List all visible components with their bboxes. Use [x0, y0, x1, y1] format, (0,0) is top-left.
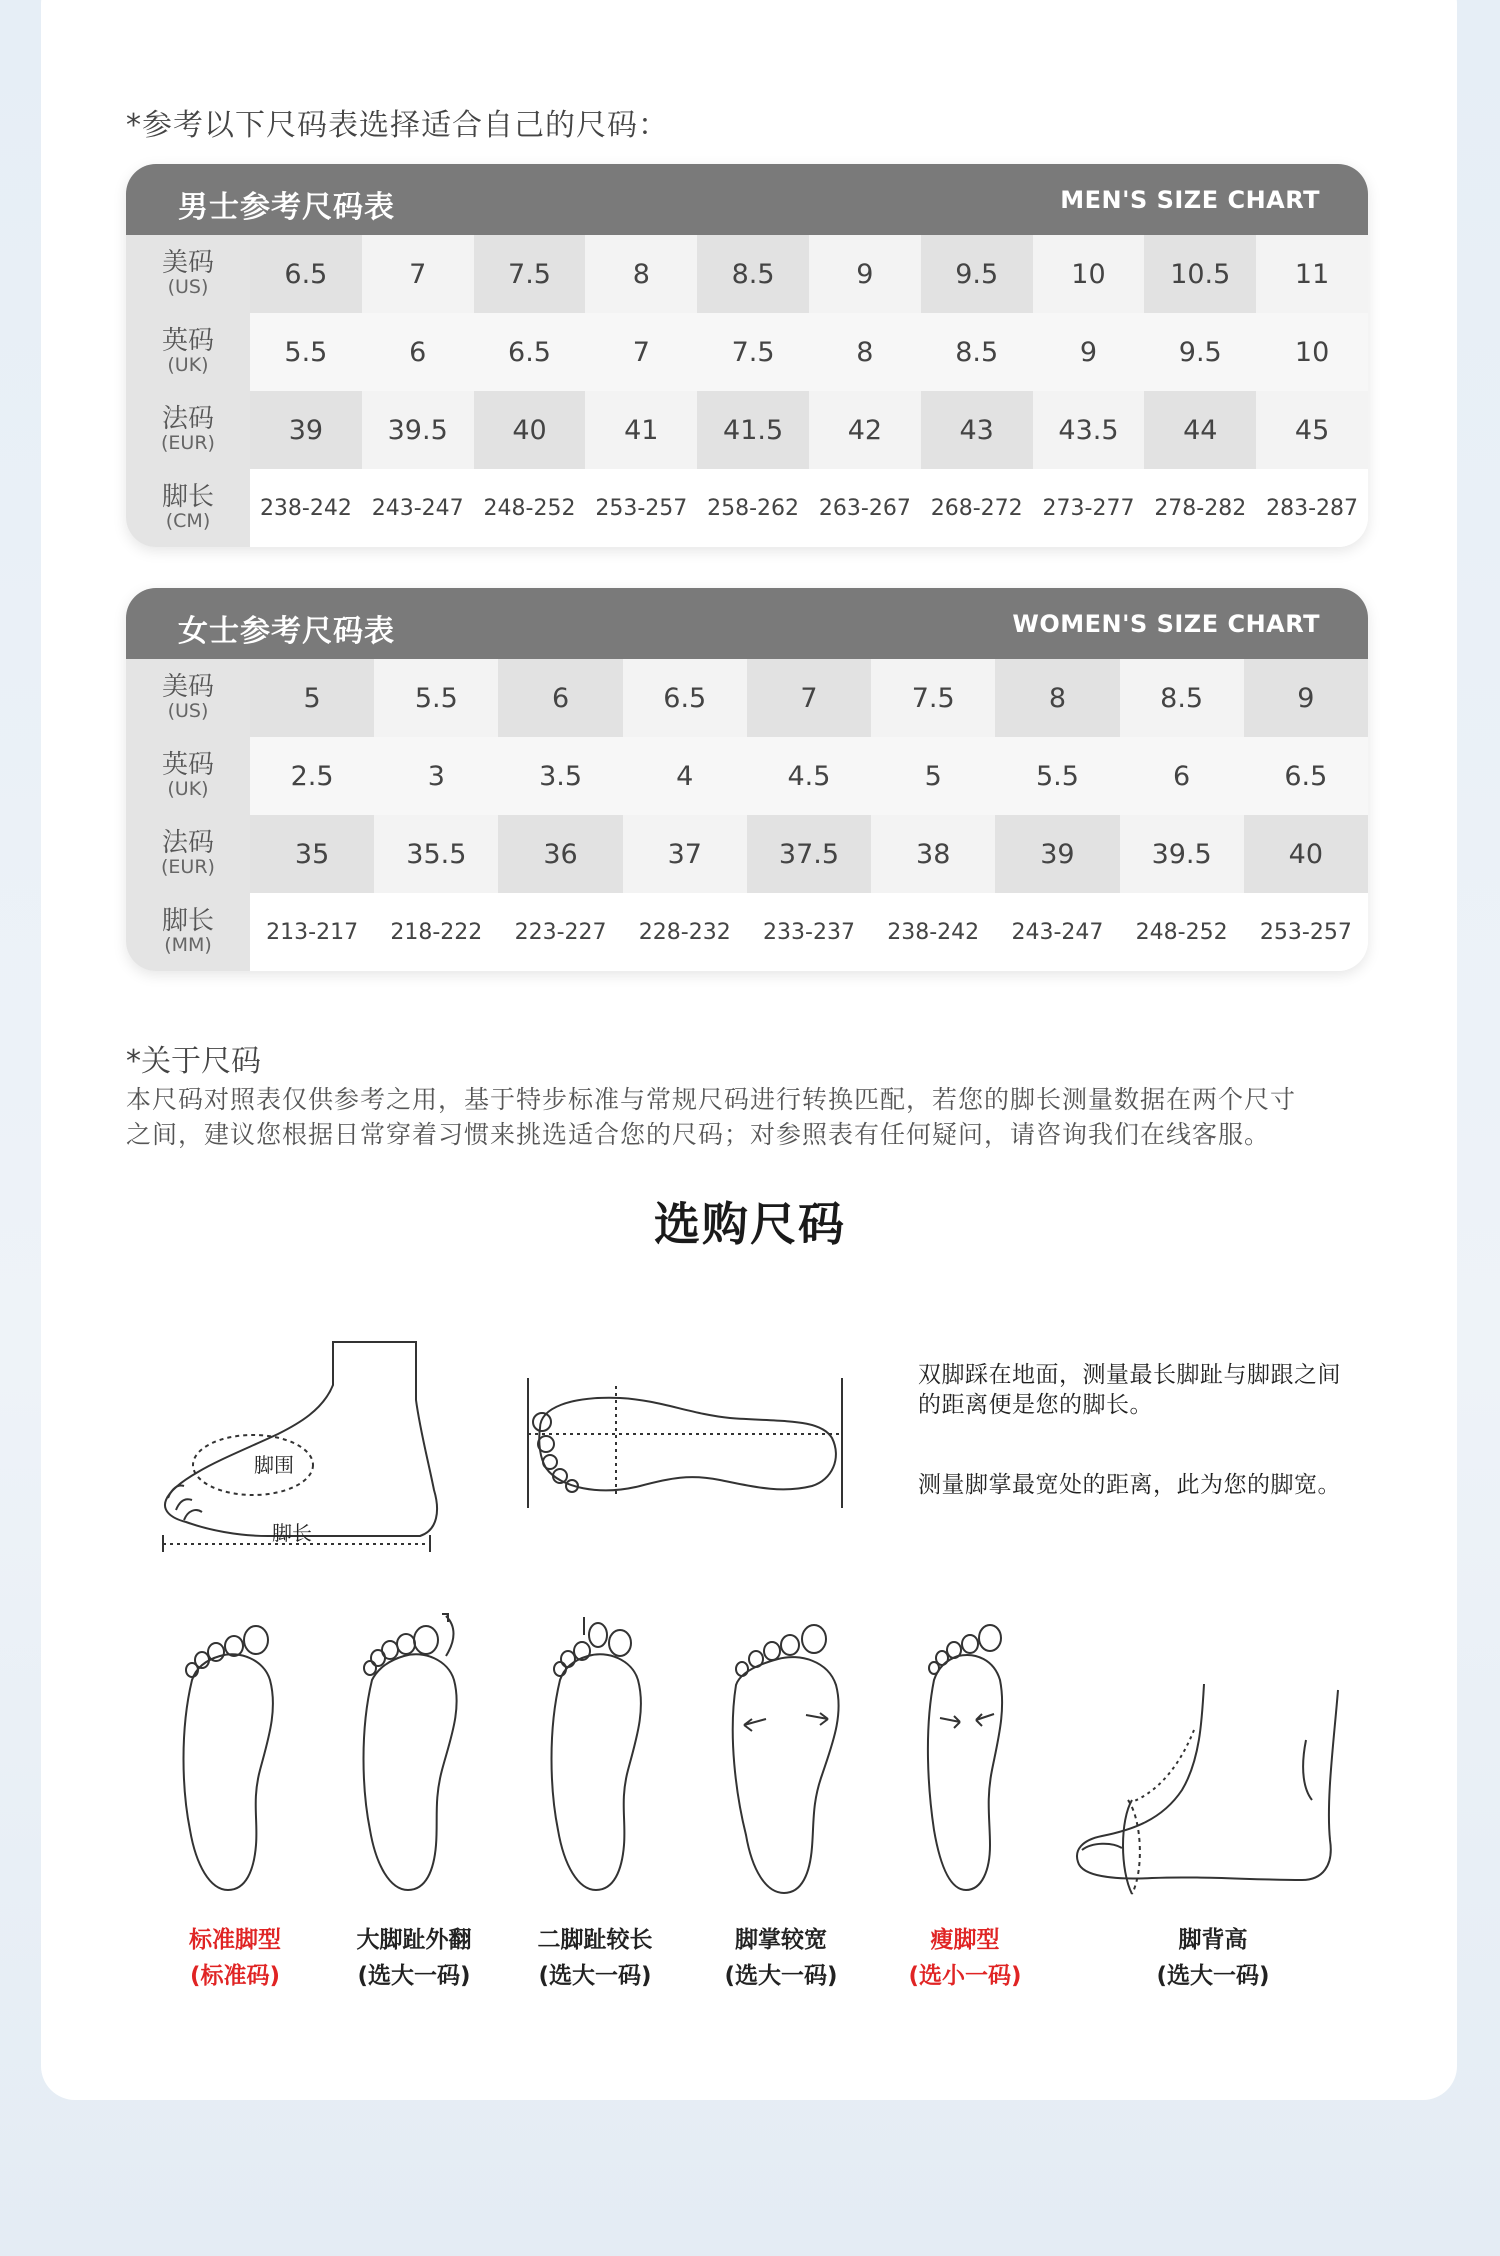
- women-row-label: [126, 659, 250, 737]
- men-size-cell: 253-257: [585, 469, 697, 547]
- men-chart-title-en: MEN'S SIZE CHART: [1060, 186, 1320, 214]
- men-size-cell: 9.5: [1144, 313, 1256, 391]
- women-size-cell: 253-257: [1244, 893, 1368, 971]
- row-label-unit: (US): [167, 275, 209, 298]
- foot-type-advice: (选大一码): [538, 1963, 652, 1989]
- men-size-cell: 42: [809, 391, 921, 469]
- high-instep-foot-icon: [1072, 1680, 1342, 1900]
- women-size-cell: 36: [498, 815, 622, 893]
- row-label-unit: (MM): [164, 933, 212, 956]
- men-size-cell: 283-287: [1256, 469, 1368, 547]
- women-size-chart: [126, 588, 1368, 971]
- men-size-cell: 10: [1033, 235, 1145, 313]
- men-size-cell: 7.5: [474, 235, 586, 313]
- instruction-length-line-1: 双脚踩在地面，测量最长脚趾与脚跟之间: [918, 1362, 1341, 1388]
- men-size-cell: 39.5: [362, 391, 474, 469]
- measure-instruction-length: [918, 1360, 1341, 1420]
- row-label-unit: (UK): [167, 353, 209, 376]
- women-size-cell: 248-252: [1120, 893, 1244, 971]
- women-size-cell: 37: [623, 815, 747, 893]
- men-size-cell: 11: [1256, 235, 1368, 313]
- women-size-cell: 37.5: [747, 815, 871, 893]
- men-size-cell: 39: [250, 391, 362, 469]
- women-size-cell: 9: [1244, 659, 1368, 737]
- foot-type-name: 瘦脚型: [930, 1927, 1000, 1953]
- women-size-cell: 8.5: [1120, 659, 1244, 737]
- women-size-cell: 4.5: [747, 737, 871, 815]
- about-size-title: *关于尺码: [126, 1044, 261, 1079]
- men-size-cell: 9: [809, 235, 921, 313]
- slim-foot-icon: [910, 1620, 1020, 1900]
- about-size-body: [126, 1082, 1376, 1152]
- women-size-cell: 6.5: [1244, 737, 1368, 815]
- women-size-cell: 243-247: [995, 893, 1119, 971]
- long-second-toe-foot-icon: [538, 1615, 658, 1900]
- men-size-cell: 41: [585, 391, 697, 469]
- foot-type-bunion: [329, 1922, 499, 1994]
- men-size-cell: 43.5: [1033, 391, 1145, 469]
- men-size-cell: 258-262: [697, 469, 809, 547]
- men-size-cell: 8: [585, 235, 697, 313]
- women-size-cell: 6: [498, 659, 622, 737]
- foot-type-slim: [880, 1922, 1050, 1994]
- length-label: 脚长: [272, 1521, 312, 1545]
- women-size-cell: 228-232: [623, 893, 747, 971]
- women-row: [126, 737, 1368, 815]
- men-size-cell: 43: [921, 391, 1033, 469]
- women-size-cell: 7.5: [871, 659, 995, 737]
- men-size-cell: 263-267: [809, 469, 921, 547]
- women-row: [126, 893, 1368, 971]
- girth-label: 脚围: [254, 1453, 294, 1477]
- men-size-cell: 238-242: [250, 469, 362, 547]
- men-size-cell: 10.5: [1144, 235, 1256, 313]
- men-size-cell: 8.5: [697, 235, 809, 313]
- men-size-cell: 278-282: [1144, 469, 1256, 547]
- men-size-chart: [126, 164, 1368, 547]
- women-chart-title: 女士参考尺码表: [178, 614, 395, 649]
- row-label-cn: 美码: [161, 672, 214, 703]
- row-label-cn: 法码: [161, 404, 214, 435]
- women-size-cell: 6.5: [623, 659, 747, 737]
- men-size-cell: 273-277: [1033, 469, 1145, 547]
- row-label-cn: 法码: [161, 828, 214, 859]
- women-size-cell: 5.5: [995, 737, 1119, 815]
- men-size-cell: 248-252: [474, 469, 586, 547]
- row-label-unit: (US): [167, 699, 209, 722]
- men-row-label: [126, 313, 250, 391]
- men-size-cell: 9.5: [921, 235, 1033, 313]
- intro-text: *参考以下尺码表选择适合自己的尺码：: [126, 108, 669, 143]
- women-chart-title-en: WOMEN'S SIZE CHART: [1012, 610, 1320, 638]
- section-title: 选购尺码: [654, 1197, 846, 1251]
- foot-type-name: 脚背高: [1178, 1927, 1248, 1953]
- row-label-unit: (CM): [165, 509, 211, 532]
- women-size-cell: 6: [1120, 737, 1244, 815]
- women-size-cell: 213-217: [250, 893, 374, 971]
- bunion-foot-icon: [350, 1610, 480, 1900]
- instruction-length-line-2: 的距离便是您的脚长。: [918, 1392, 1153, 1418]
- men-chart-title: 男士参考尺码表: [178, 190, 395, 225]
- row-label-unit: (EUR): [161, 855, 215, 878]
- women-row: [126, 815, 1368, 893]
- men-size-cell: 44: [1144, 391, 1256, 469]
- men-size-cell: 7: [362, 235, 474, 313]
- row-label-unit: (UK): [167, 777, 209, 800]
- row-label-cn: 脚长: [161, 906, 214, 937]
- men-size-cell: 6.5: [250, 235, 362, 313]
- men-size-cell: 10: [1256, 313, 1368, 391]
- foot-type-name: 标准脚型: [189, 1927, 281, 1953]
- women-size-cell: 8: [995, 659, 1119, 737]
- women-size-cell: 35.5: [374, 815, 498, 893]
- foot-type-name: 大脚趾外翻: [356, 1927, 472, 1953]
- women-size-cell: 5: [871, 737, 995, 815]
- women-size-cell: 4: [623, 737, 747, 815]
- women-size-cell: 2.5: [250, 737, 374, 815]
- wide-forefoot-icon: [722, 1615, 852, 1900]
- women-size-cell: 3: [374, 737, 498, 815]
- row-label-cn: 英码: [161, 750, 214, 781]
- men-size-cell: 40: [474, 391, 586, 469]
- row-label-cn: 脚长: [161, 482, 214, 513]
- men-row: [126, 469, 1368, 547]
- men-size-cell: 9: [1033, 313, 1145, 391]
- foot-type-high-instep: [1128, 1922, 1298, 1994]
- men-size-cell: 5.5: [250, 313, 362, 391]
- men-size-cell: 45: [1256, 391, 1368, 469]
- men-size-cell: 8.5: [921, 313, 1033, 391]
- men-row-label: [126, 469, 250, 547]
- row-label-cn: 英码: [161, 326, 214, 357]
- women-row-label: [126, 737, 250, 815]
- women-size-cell: 38: [871, 815, 995, 893]
- women-size-cell: 40: [1244, 815, 1368, 893]
- about-line-2: 之间，建议您根据日常穿着习惯来挑选适合您的尺码；对参照表有任何疑问，请咨询我们在线客服。: [126, 1120, 1271, 1149]
- foot-type-wide: [696, 1922, 866, 1994]
- foot-type-advice: (标准码): [189, 1963, 281, 1989]
- women-chart-header: [126, 588, 1368, 659]
- men-size-cell: 8: [809, 313, 921, 391]
- women-size-cell: 5.5: [374, 659, 498, 737]
- women-size-cell: 223-227: [498, 893, 622, 971]
- men-chart-header: [126, 164, 1368, 235]
- foot-type-long-second-toe: [510, 1922, 680, 1994]
- women-size-cell: 233-237: [747, 893, 871, 971]
- women-row-label: [126, 893, 250, 971]
- foot-type-name: 脚掌较宽: [735, 1927, 827, 1953]
- foot-type-advice: (选大一码): [724, 1963, 838, 1989]
- standard-foot-icon: [170, 1620, 290, 1900]
- men-size-cell: 7: [585, 313, 697, 391]
- men-row: [126, 391, 1368, 469]
- women-size-cell: 5: [250, 659, 374, 737]
- men-size-cell: 6.5: [474, 313, 586, 391]
- men-row: [126, 235, 1368, 313]
- foot-type-standard: [150, 1922, 320, 1994]
- men-size-cell: 6: [362, 313, 474, 391]
- men-row-label: [126, 235, 250, 313]
- about-line-1: 本尺码对照表仅供参考之用，基于特步标准与常规尺码进行转换匹配，若您的脚长测量数据在两个尺寸: [126, 1085, 1297, 1114]
- women-size-cell: 7: [747, 659, 871, 737]
- men-row: [126, 313, 1368, 391]
- men-size-cell: 41.5: [697, 391, 809, 469]
- women-size-cell: 39: [995, 815, 1119, 893]
- men-row-label: [126, 391, 250, 469]
- row-label-cn: 美码: [161, 248, 214, 279]
- foot-type-advice: (选大一码): [357, 1963, 471, 1989]
- women-size-cell: 35: [250, 815, 374, 893]
- measure-instruction-width: 测量脚掌最宽处的距离，此为您的脚宽。: [918, 1472, 1341, 1498]
- foot-side-measure-diagram: [158, 1330, 448, 1560]
- women-row-label: [126, 815, 250, 893]
- women-size-cell: 39.5: [1120, 815, 1244, 893]
- women-size-cell: 218-222: [374, 893, 498, 971]
- foot-type-advice: (选小一码): [908, 1963, 1022, 1989]
- men-size-cell: 243-247: [362, 469, 474, 547]
- women-size-cell: 238-242: [871, 893, 995, 971]
- women-size-cell: 3.5: [498, 737, 622, 815]
- foot-sole-measure-diagram: [520, 1368, 850, 1518]
- men-size-cell: 7.5: [697, 313, 809, 391]
- foot-type-name: 二脚趾较长: [537, 1927, 653, 1953]
- row-label-unit: (EUR): [161, 431, 215, 454]
- foot-type-advice: (选大一码): [1156, 1963, 1270, 1989]
- men-size-cell: 268-272: [921, 469, 1033, 547]
- women-row: [126, 659, 1368, 737]
